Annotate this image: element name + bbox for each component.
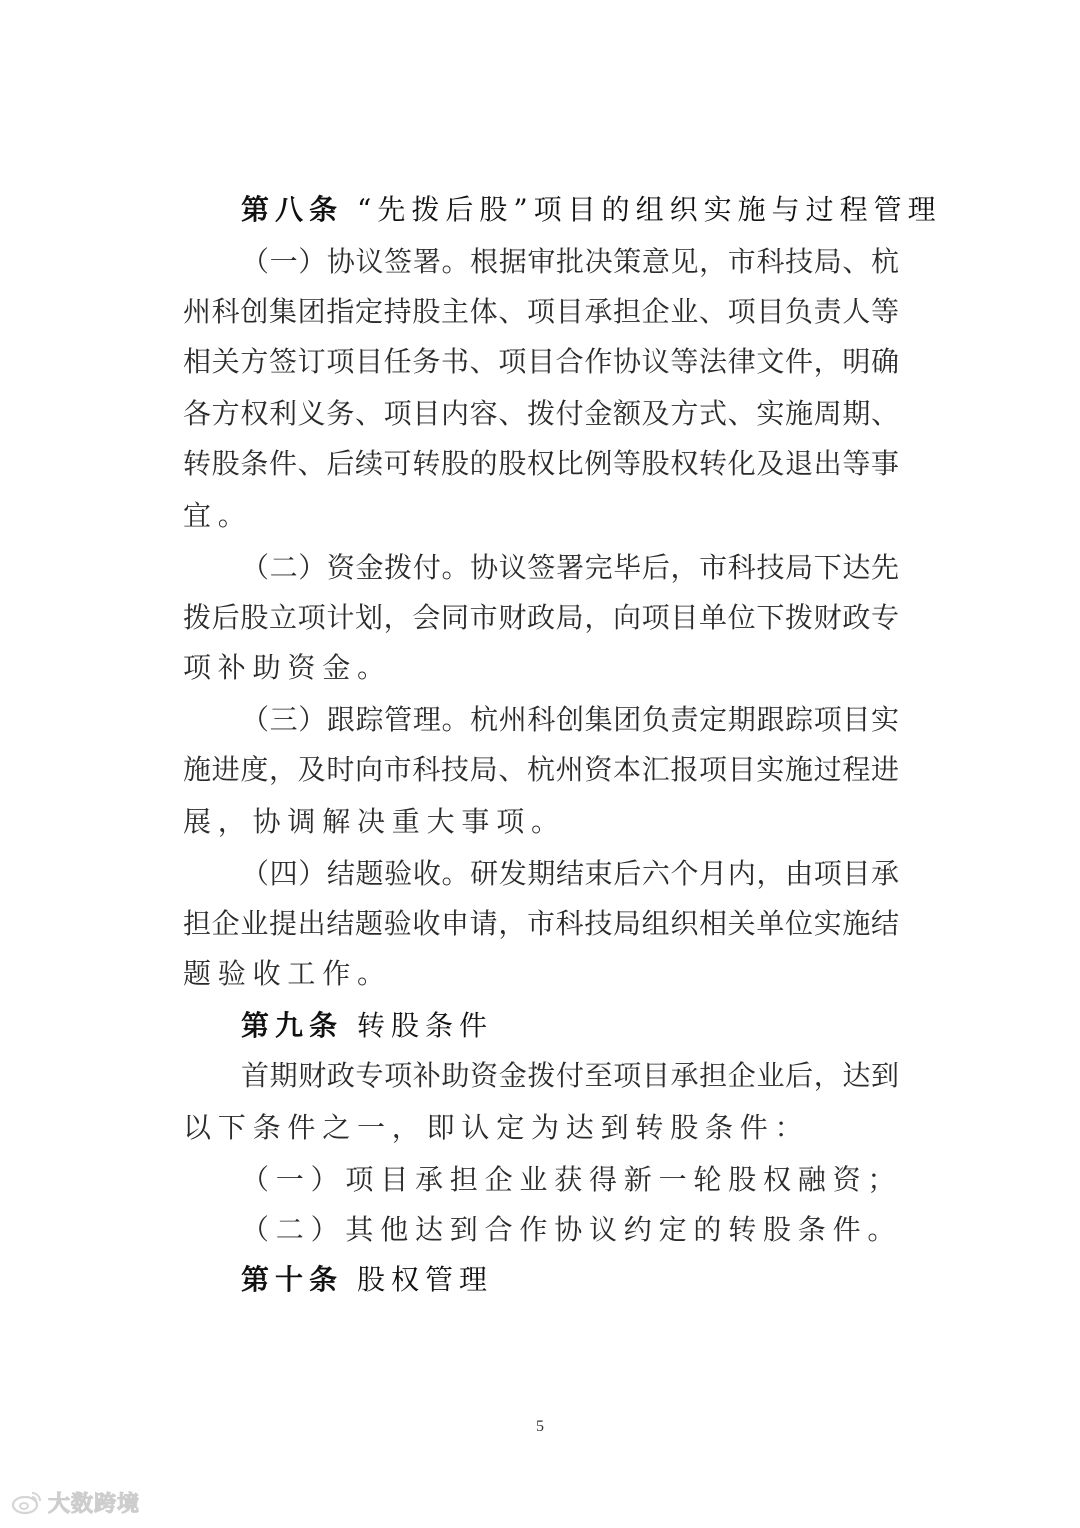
paragraph-line: 拨后股立项计划，会同市财政局，向项目单位下拨财政专: [183, 601, 899, 634]
paragraph-line: （三）跟踪管理。杭州科创集团负责定期跟踪项目实: [241, 703, 899, 736]
paragraph-line: （二）资金拨付。协议签署完毕后，市科技局下达先: [241, 551, 899, 584]
watermark-text: 大数跨境: [48, 1491, 141, 1517]
paragraph-line: 项补助资金。: [183, 651, 392, 684]
paragraph-line: 以下条件之一，即认定为达到转股条件：: [183, 1111, 810, 1144]
paragraph-line: （一）项目承担企业获得新一轮股权融资；: [241, 1163, 903, 1196]
paragraph-line: （二）其他达到合作协议约定的转股条件。: [241, 1213, 903, 1246]
paragraph-line: （一）协议签署。根据审批决策意见，市科技局、杭: [241, 245, 899, 278]
page-number: 5: [536, 1418, 544, 1435]
watermark: [10, 1486, 140, 1518]
article-8-heading: [241, 192, 942, 228]
article-9-heading: [241, 1008, 493, 1044]
paragraph-line: 展，协调解决重大事项。: [183, 805, 566, 838]
article-8-title: “先拨后股”项目的组织实施与过程管理: [357, 193, 942, 226]
paragraph-line: 各方权利义务、项目内容、拨付金额及方式、实施周期、: [183, 397, 899, 430]
paragraph-line: 题验收工作。: [183, 957, 392, 990]
paragraph-line: 担企业提出结题验收申请，市科技局组织相关单位实施结: [183, 907, 899, 940]
paragraph-line: （四）结题验收。研发期结束后六个月内，由项目承: [241, 857, 899, 890]
paragraph-line: 相关方签订项目任务书、项目合作协议等法律文件，明确: [183, 345, 899, 378]
article-10-title: 股权管理: [357, 1263, 494, 1296]
paragraph-line: 州科创集团指定持股主体、项目承担企业、项目负责人等: [183, 295, 899, 328]
article-9-title: 转股条件: [357, 1009, 494, 1042]
article-10-number: 第十条: [241, 1263, 344, 1296]
article-10-heading: [241, 1262, 493, 1298]
paragraph-line: 转股条件、后续可转股的股权比例等股权转化及退出等事: [183, 447, 899, 480]
paragraph-line: 施进度，及时向市科技局、杭州资本汇报项目实施过程进: [183, 753, 899, 786]
article-8-number: 第八条: [241, 193, 344, 226]
weibo-logo-icon: [10, 1488, 44, 1516]
paragraph-line: 宜。: [183, 499, 253, 532]
article-9-number: 第九条: [241, 1009, 344, 1042]
paragraph-line: 首期财政专项补助资金拨付至项目承担企业后，达到: [241, 1059, 899, 1092]
